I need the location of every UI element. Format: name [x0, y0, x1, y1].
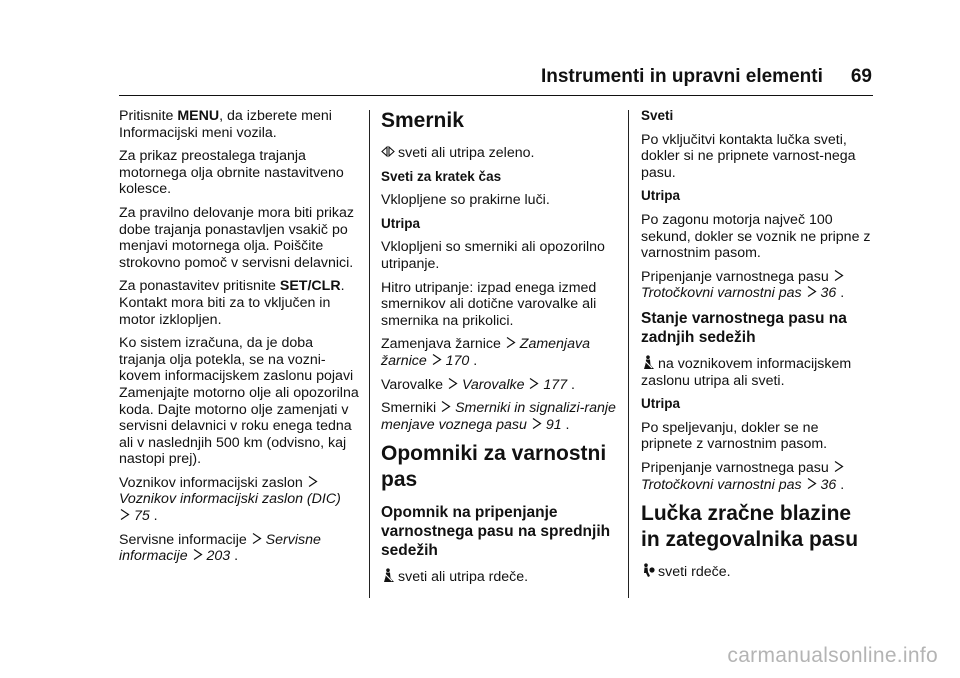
subheading-flashing: Utripa: [381, 215, 421, 231]
page-header: [541, 66, 872, 88]
paragraph-signals-ref: Smerniki Smerniki in signalizi-ranje menjave voznega pasu 91 .: [381, 400, 616, 433]
paragraph-reset-info: Za pravilno delovanje mora biti prikaz dobe trajanja ponastavljen vsakič po menjavi motornega olja. Poiščite strokovno pomoč v servisni delavnici.: [119, 204, 354, 271]
column-divider-2: [628, 110, 629, 598]
subheading-flashing: Utripa: [641, 188, 681, 204]
paragraph-dic-ref: Voznikov informacijski zaslon Voznikov informacijski zaslon (DIC) 75 .: [119, 474, 341, 525]
rear-seatbelt-icon: [641, 355, 655, 370]
cross-reference-link[interactable]: Varovalke: [461, 376, 525, 393]
column-1: [119, 108, 359, 572]
paragraph-fast-flash: Hitro utripanje: izpad enega izmed smernikov ali dotične varovalke ali smernika na prikolici.: [381, 279, 597, 329]
reference-arrow-icon: [833, 269, 844, 282]
paragraph-parking-lights: Vklopljene so prakirne luči.: [381, 192, 550, 209]
subheading-flashing-2: Utripa: [641, 396, 681, 412]
paragraph-driving-off: Po speljevanju, dokler se ne pripnete z varnostnim pasom.: [641, 419, 828, 453]
airbag-icon: [641, 563, 655, 578]
paragraph-airbag-red: sveti rdeče.: [641, 563, 873, 581]
column-divider-1: [369, 110, 370, 598]
reference-arrow-icon: [307, 475, 318, 488]
page-header-title: Instrumenti in upravni elementi: [540, 66, 823, 87]
cross-reference-link[interactable]: Trotočkovni varnostni pas: [641, 476, 802, 493]
reference-arrow-icon: [251, 532, 262, 545]
paragraph-hazard: Vklopljeni so smerniki ali opozorilno utripanje.: [381, 239, 605, 272]
cross-reference-link[interactable]: Servisne informacije: [119, 531, 321, 565]
cross-reference-link[interactable]: Smerniki in signalizi-ranje menjave voznega pasu: [381, 400, 616, 433]
reference-arrow-icon: [447, 377, 458, 390]
subheading-on: Sveti: [641, 108, 674, 123]
page-ref-icon: [806, 477, 817, 490]
paragraph-set-clr: Za ponastavitev pritisnite SET/CLR. Kontakt mora biti za to vključen in motor izklopljen.: [119, 278, 345, 328]
paragraph-belt-ref-2: Pripenjanje varnostnega pasu Trotočkovni varnostni pas 36 .: [641, 459, 845, 493]
paragraph-service-ref: Servisne informacije Servisne informacije 203 .: [119, 531, 321, 565]
paragraph-oil-change: Ko sistem izračuna, da je doba trajanja olja potekla, se na vozni-kovem informacijskem zaslonu pojavi Zamenjajte motorno olje ali opozorilna koda. Dajte motorno olje zamenjati v servisni delavnici v roku enega tedna ali v naslednjih 500 km (odvisno, kaj nastopi prej).: [119, 335, 359, 468]
page-ref-icon: [528, 377, 539, 390]
page-number: 69: [850, 66, 872, 87]
paragraph-oil-life: Za prikaz preostalega trajanja motornega olja obrnite nastavitveno kolesce.: [119, 148, 344, 198]
page-reference-link[interactable]: 177: [543, 376, 568, 393]
reference-arrow-icon: [505, 336, 516, 349]
turn-signal-arrows-icon: [381, 144, 395, 159]
reference-arrow-icon: [440, 400, 451, 413]
cross-reference-link[interactable]: Zamenjava žarnice: [381, 336, 590, 369]
paragraph-rear-status: na voznikovem informacijskem zaslonu utripa ali sveti.: [641, 355, 852, 389]
page-reference-link[interactable]: 170: [445, 352, 470, 369]
page-ref-icon: [192, 548, 203, 561]
section-title-seatbelt-reminders: Opomniki za varnostni pas: [381, 442, 607, 492]
section-title-airbag-light: Lučka zračne blazine in zategovalnika pasu: [641, 502, 859, 552]
subheading-brief: Sveti za kratek čas: [381, 168, 502, 184]
page-reference-link[interactable]: 75: [133, 508, 150, 525]
page-reference-link[interactable]: 36: [820, 476, 837, 493]
section-title-turn-signal: Smernik: [381, 109, 464, 132]
header-rule: [119, 95, 873, 96]
seatbelt-icon: [381, 568, 395, 583]
heading-rear-seatbelt-status: Stanje varnostnega pasu na zadnjih sedežih: [641, 309, 847, 346]
paragraph-belt-ref-1: Pripenjanje varnostnega pasu Trotočkovni varnostni pas 36 .: [641, 268, 845, 302]
paragraph-fuses-ref: Varovalke Varovalke 177 .: [381, 376, 575, 393]
cross-reference-link[interactable]: Trotočkovni varnostni pas: [641, 285, 802, 302]
paragraph-ignition: Po vključitvi kontakta lučka sveti, dokler si ne pripnete varnost-nega pasu.: [641, 131, 856, 181]
page-reference-link[interactable]: 203: [206, 548, 231, 565]
paragraph-turn-signal: sveti ali utripa zeleno.: [381, 144, 621, 162]
paragraph-bulb-ref: Zamenjava žarnice Zamenjava žarnice 170 .: [381, 336, 590, 369]
page-ref-icon: [119, 508, 130, 521]
column-2: [381, 108, 621, 593]
watermark: carmanualsonline.info: [727, 644, 938, 667]
page-ref-icon: [431, 353, 442, 366]
cross-reference-link[interactable]: Voznikov informacijski zaslon (DIC): [119, 491, 341, 508]
paragraph-menu: Pritisnite MENU, da izberete meni Informacijski meni vozila.: [119, 108, 332, 141]
page-reference-link[interactable]: 91: [545, 416, 562, 433]
heading-front-seatbelt-reminder: Opomnik na pripenjanje varnostnega pasu na sprednjih sedežih: [381, 504, 611, 560]
paragraph-seatbelt-red: sveti ali utripa rdeče.: [381, 568, 621, 586]
column-3: [641, 108, 873, 588]
page-ref-icon: [531, 417, 542, 430]
page-ref-icon: [806, 285, 817, 298]
paragraph-engine-start: Po zagonu motorja največ 100 sekund, dokler se voznik ne pripne z varnostnim pasom.: [641, 211, 871, 262]
reference-arrow-icon: [833, 460, 844, 473]
page-reference-link[interactable]: 36: [820, 285, 837, 302]
